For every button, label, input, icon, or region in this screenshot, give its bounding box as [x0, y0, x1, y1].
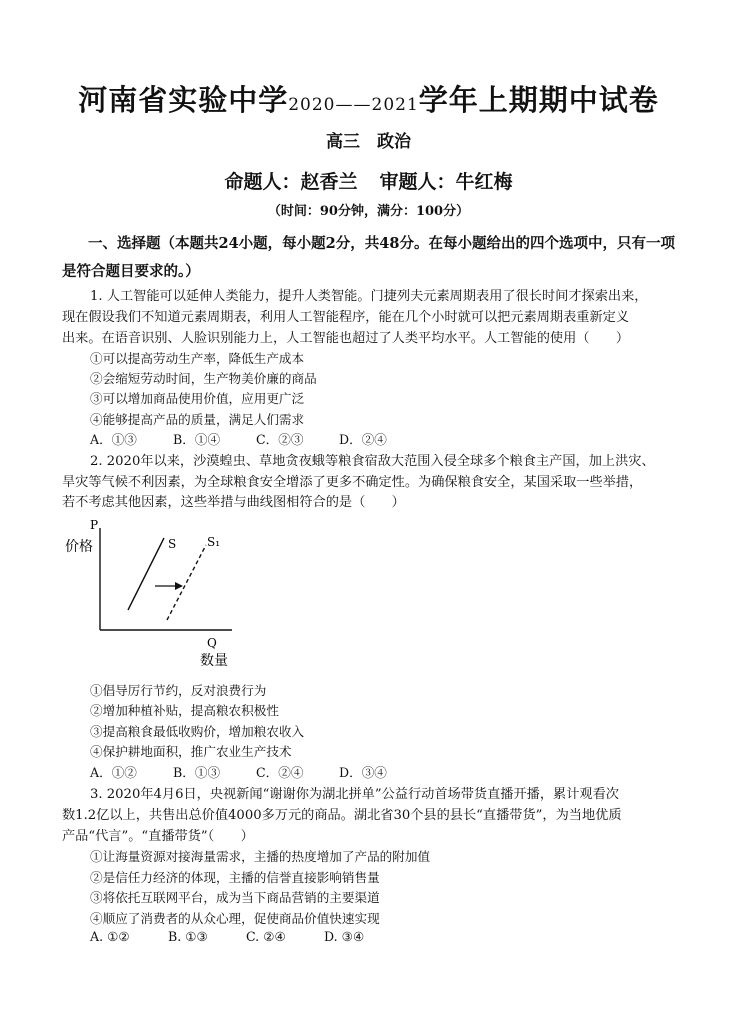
q2-choice-c[interactable]: C．②④ — [256, 765, 304, 780]
q3-choice-b[interactable]: B. ①③ — [168, 929, 208, 944]
y-axis-letter: P — [90, 518, 99, 532]
q1-stem-line: 1. 人工智能可以延伸人类能力，提升人类智能。门捷列夫元素周期表用了很长时间才探索出来， — [90, 289, 648, 304]
q3-choice-d[interactable]: D. ③④ — [324, 929, 365, 944]
curve-s-label: S — [168, 537, 177, 551]
q1-answer-choices — [90, 429, 387, 448]
q3-option: ①让海量资源对接海量需求，主播的热度增加了产品的附加值 — [90, 849, 431, 864]
section-heading-line2: 是符合题目要求的。） — [62, 263, 200, 280]
q3-choice-c[interactable]: C. ②④ — [246, 929, 286, 944]
supply-curve-s1 — [167, 545, 206, 620]
y-axis-label: 价格 — [65, 539, 93, 555]
supply-shift-graph — [60, 510, 260, 675]
shift-arrowhead — [175, 582, 183, 590]
q2-option: ④保护耕地面积，推广农业生产技术 — [90, 744, 292, 759]
q1-option: ②会缩短劳动时间，生产物美价廉的商品 — [90, 371, 317, 386]
time-and-score: （时间：90分钟，满分：100分） — [267, 204, 470, 219]
q1-choice-d[interactable]: D．②④ — [339, 432, 387, 447]
q2-choice-b[interactable]: B．①③ — [173, 765, 221, 780]
q1-choice-b[interactable]: B．①④ — [173, 432, 221, 447]
q2-option: ②增加种植补贴，提高粮农积极性 — [90, 703, 279, 718]
curve-s1-label: S₁ — [207, 535, 221, 549]
q2-stem-line: 若不考虑其他因素，这些举措与曲线图相符合的是（ ） — [62, 495, 405, 510]
q2-choice-a[interactable]: A．①② — [90, 765, 137, 780]
q1-stem-line: 出来。在语音识别、人脸识别能力上，人工智能也超过了人类平均水平。人工智能的使用（ ） — [62, 331, 630, 346]
q2-choice-d[interactable]: D．③④ — [339, 765, 387, 780]
x-axis-label: 数量 — [200, 653, 228, 669]
q1-option: ④能够提高产品的质量，满足人们需求 — [90, 412, 305, 427]
q1-option: ③可以增加商品使用价值，应用更广泛 — [90, 391, 305, 406]
q2-stem-line: 2. 2020年以来，沙漠蝗虫、草地贪夜蛾等粮食宿敌大范围入侵全球多个粮食主产国，加上洪灾、 — [90, 454, 655, 469]
q3-option: ②是信任力经济的体现，主播的信誉直接影响销售量 — [90, 870, 380, 885]
q3-answer-choices — [90, 929, 364, 944]
q3-option: ④顺应了消费者的从众心理，促使商品价值快速实现 — [90, 911, 380, 926]
q2-answer-choices — [90, 762, 387, 781]
x-axis-letter: Q — [207, 636, 217, 650]
question-reviewer: 审题人：牛红梅 — [379, 171, 513, 193]
q2-stem-line: 旱灾等气候不利因素，为全球粮食安全增添了更多不确定性。为确保粮食安全，某国采取一些举措， — [62, 475, 643, 490]
q3-stem-line: 数1.2亿以上，共售出总价值4000多万元的商品。湖北省30个县的县长“直播带货”，为当地优质 — [62, 808, 622, 823]
q1-choice-a[interactable]: A．①③ — [90, 432, 137, 447]
q1-option: ①可以提高劳动生产率，降低生产成本 — [90, 351, 305, 366]
q2-option: ①倡导厉行节约，反对浪费行为 — [90, 683, 267, 698]
title-school: 河南省实验中学 — [78, 83, 289, 117]
exam-title — [0, 78, 737, 119]
exam-authors — [0, 167, 737, 194]
supply-curve-s — [128, 538, 164, 610]
q3-stem-line: 产品“代言”。“直播带货”（ ） — [62, 829, 254, 844]
q2-option: ③提高粮食最低收购价，增加粮农收入 — [90, 724, 305, 739]
title-year: 2020——2021 — [288, 95, 419, 115]
q1-choice-c[interactable]: C．②③ — [256, 432, 304, 447]
q3-choice-a[interactable]: A. ①② — [90, 929, 130, 944]
exam-subject: 高三 政治 — [326, 132, 411, 152]
title-term: 学年上期期中试卷 — [418, 83, 659, 117]
section-heading-line1: 一、选择题（本题共24小题，每小题2分，共48分。在每小题给出的四个选项中，只有一项 — [88, 235, 675, 252]
q3-stem-line: 3. 2020年4月6日，央视新闻“谢谢你为湖北拼单”公益行动首场带货直播开播，累计观看次 — [90, 787, 619, 802]
question-setter: 命题人：赵香兰 — [224, 171, 358, 193]
q3-option: ③将依托互联网平台，成为当下商品营销的主要渠道 — [90, 890, 380, 905]
q1-stem-line: 现在假设我们不知道元素周期表，利用人工智能程序，能在几个小时就可以把元素周期表重新定义 — [62, 310, 630, 325]
